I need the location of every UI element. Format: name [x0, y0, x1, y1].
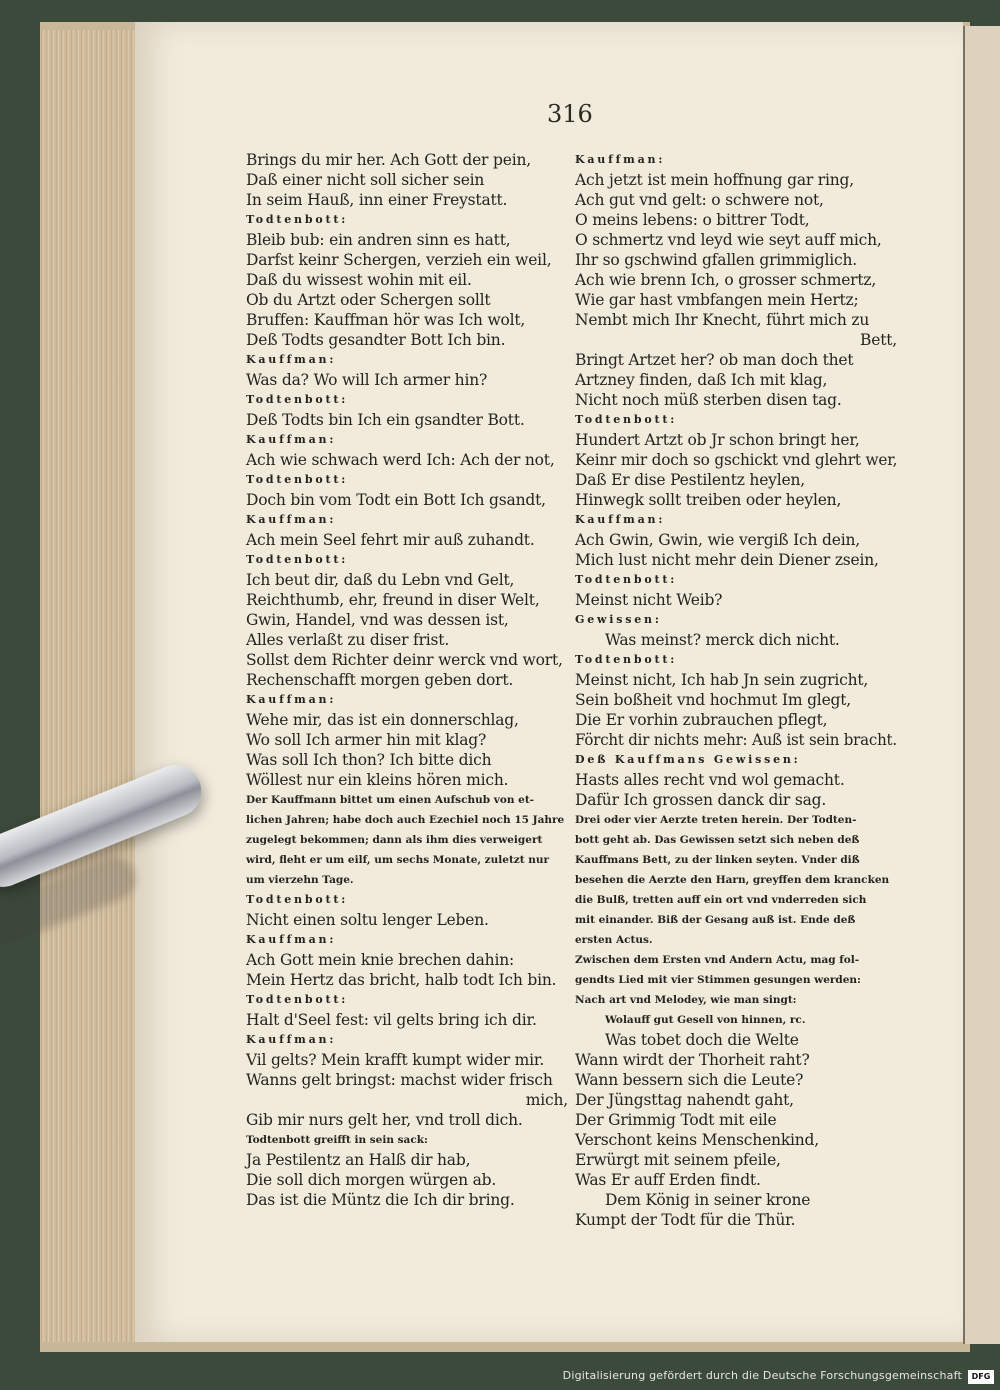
verse-line: Ich beut dir, daß du Lebn vnd Gelt,	[246, 571, 515, 589]
verse-line: Ja Pestilentz an Halß dir hab,	[246, 1151, 471, 1169]
speaker-label: Todtenbott:	[246, 553, 349, 566]
verse-line: Mein Hertz das bricht, halb todt Ich bin.	[246, 971, 557, 989]
verse-line: Bett,	[860, 331, 897, 349]
page-number: 316	[547, 100, 593, 128]
speaker-label: Todtenbott:	[575, 653, 678, 666]
verse-line: Ach wie brenn Ich, o grosser schmertz,	[575, 271, 877, 289]
verse-line: Ihr so gschwind gfallen grimmiglich.	[575, 251, 858, 269]
verse-line: Daß einer nicht soll sicher sein	[246, 171, 485, 189]
verse-line: Was Er auff Erden findt.	[575, 1171, 761, 1189]
stage-direction: lichen Jahren; habe doch auch Ezechiel noch 15 Jahre	[246, 814, 565, 826]
stage-direction: zugelegt bekommen; dann als ihm dies verweigert	[246, 834, 543, 846]
verse-line: Meinst nicht, Ich hab Jn sein zugricht,	[575, 671, 869, 689]
verse-line: Daß du wissest wohin mit eil.	[246, 271, 472, 289]
speaker-label: Kauffman:	[246, 353, 337, 366]
speaker-label: Kauffman:	[246, 933, 337, 946]
verse-line: Was tobet doch die Welte	[605, 1031, 799, 1049]
speaker-label: Todtenbott:	[246, 213, 349, 226]
stage-direction: mit einander. Biß der Gesang auß ist. Ende deß	[575, 914, 856, 926]
verse-line: Darfst keinr Schergen, verzieh ein weil,	[246, 251, 552, 269]
verse-line: Ach mein Seel fehrt mir auß zuhandt.	[246, 531, 535, 549]
verse-line: Das ist die Müntz die Ich dir bring.	[246, 1191, 515, 1209]
verse-line: Alles verlaßt zu diser frist.	[246, 631, 450, 649]
facing-page-edge	[963, 26, 1000, 1344]
stage-direction: Drei oder vier Aerzte treten herein. Der Todten-	[575, 814, 857, 826]
verse-line: Ach Gott mein knie brechen dahin:	[246, 951, 515, 969]
verse-line: Kumpt der Todt für die Thür.	[575, 1211, 796, 1229]
verse-line: Was meinst? merck dich nicht.	[605, 631, 840, 649]
verse-line: Sollst dem Richter deinr werck vnd wort,	[246, 651, 563, 669]
verse-line: Brings du mir her. Ach Gott der pein,	[246, 151, 531, 169]
verse-line: Wie gar hast vmbfangen mein Hertz;	[575, 291, 859, 309]
verse-line: Erwürgt mit seinem pfeile,	[575, 1151, 781, 1169]
stage-direction: Wolauff gut Gesell von hinnen, rc.	[605, 1014, 806, 1026]
verse-line: Meinst nicht Weib?	[575, 591, 723, 609]
verse-line: Wanns gelt bringst: machst wider frisch	[246, 1071, 553, 1089]
verse-line: Ach jetzt ist mein hoffnung gar ring,	[575, 171, 855, 189]
stage-direction: Todtenbott greifft in sein sack:	[246, 1134, 428, 1146]
verse-line: Vil gelts? Mein krafft kumpt wider mir.	[246, 1051, 545, 1069]
left-text-column	[246, 150, 568, 1210]
speaker-label: Todtenbott:	[575, 413, 678, 426]
verse-line: Hinwegk sollt treiben oder heylen,	[575, 491, 842, 509]
speaker-label: Todtenbott:	[246, 993, 349, 1006]
verse-line: O schmertz vnd leyd wie seyt auff mich,	[575, 231, 882, 249]
verse-line: Bringt Artzet her? ob man doch thet	[575, 351, 854, 369]
digitization-credit: Digitalisierung gefördert durch die Deutsche Forschungsgemeinschaft	[562, 1369, 962, 1382]
verse-line: O meins lebens: o bittrer Todt,	[575, 211, 810, 229]
verse-line: Nicht noch müß sterben disen tag.	[575, 391, 842, 409]
speaker-label: Kauffman:	[246, 1033, 337, 1046]
verse-line: In seim Hauß, inn einer Freystatt.	[246, 191, 508, 209]
verse-line: Dem König in seiner krone	[605, 1191, 811, 1209]
stage-direction: Kauffmans Bett, zu der linken seyten. Vnder diß	[575, 854, 860, 866]
verse-line: Nicht einen soltu lenger Leben.	[246, 911, 489, 929]
stage-direction: Zwischen dem Ersten vnd Andern Actu, mag fol-	[575, 954, 860, 966]
speaker-label: Todtenbott:	[246, 393, 349, 406]
speaker-label: Gewissen:	[575, 613, 662, 626]
speaker-label: Kauffman:	[575, 153, 666, 166]
verse-line: Bruffen: Kauffman hör was Ich wolt,	[246, 311, 526, 329]
page-edges	[40, 30, 150, 1342]
speaker-label: Todtenbott:	[246, 473, 349, 486]
stage-direction: besehen die Aerzte den Harn, greyffen dem krancken	[575, 874, 890, 886]
verse-line: Wo soll Ich armer hin mit klag?	[246, 731, 487, 749]
speaker-label: Todtenbott:	[246, 893, 349, 906]
stage-direction: Der Kauffmann bittet um einen Aufschub von et-	[246, 794, 535, 806]
verse-line: Reichthumb, ehr, freund in diser Welt,	[246, 591, 540, 609]
speaker-label: Kauffman:	[246, 513, 337, 526]
verse-line: Ob du Artzt oder Schergen sollt	[246, 291, 491, 309]
verse-line: Deß Todts bin Ich ein gsandter Bott.	[246, 411, 525, 429]
verse-line: Wehe mir, das ist ein donnerschlag,	[246, 711, 519, 729]
stage-direction: bott geht ab. Das Gewissen setzt sich neben deß	[575, 834, 860, 846]
verse-line: Ach wie schwach werd Ich: Ach der not,	[246, 451, 555, 469]
verse-line: Wöllest nur ein kleins hören mich.	[246, 771, 509, 789]
stage-direction: um vierzehn Tage.	[246, 874, 354, 886]
stage-direction: wird, fleht er um eilf, um sechs Monate, zuletzt nur	[246, 854, 550, 866]
right-text-column	[575, 150, 897, 1230]
verse-line: Dafür Ich grossen danck dir sag.	[575, 791, 827, 809]
verse-line: Die soll dich morgen würgen ab.	[246, 1171, 497, 1189]
verse-line: Rechenschafft morgen geben dort.	[246, 671, 514, 689]
verse-line: Doch bin vom Todt ein Bott Ich gsandt,	[246, 491, 546, 509]
verse-line: Gwin, Handel, vnd was dessen ist,	[246, 611, 509, 629]
speaker-label: Kauffman:	[246, 693, 337, 706]
verse-line: Hasts alles recht vnd wol gemacht.	[575, 771, 845, 789]
verse-line: Deß Todts gesandter Bott Ich bin.	[246, 331, 506, 349]
verse-line: Der Jüngsttag nahendt gaht,	[575, 1091, 794, 1109]
verse-line: Verschont keins Menschenkind,	[575, 1131, 820, 1149]
verse-line: mich,	[525, 1091, 568, 1109]
stage-direction: gendts Lied mit vier Stimmen gesungen werden:	[575, 974, 861, 986]
stage-direction: ersten Actus.	[575, 934, 653, 946]
verse-line: Bleib bub: ein andren sinn es hatt,	[246, 231, 511, 249]
verse-line: Sein boßheit vnd hochmut Im glegt,	[575, 691, 852, 709]
verse-line: Ach gut vnd gelt: o schwere not,	[575, 191, 824, 209]
verse-line: Halt d'Seel fest: vil gelts bring ich dir.	[246, 1011, 537, 1029]
speaker-label: Kauffman:	[246, 433, 337, 446]
verse-line: Mich lust nicht mehr dein Diener zsein,	[575, 551, 879, 569]
verse-line: Wann wirdt der Thorheit raht?	[575, 1051, 810, 1069]
speaker-label: Deß Kauffmans Gewissen:	[575, 753, 801, 766]
dfg-logo: DFG	[968, 1370, 994, 1384]
speaker-label: Kauffman:	[575, 513, 666, 526]
stage-direction: Nach art vnd Melodey, wie man singt:	[575, 994, 797, 1006]
stage-direction: die Bulß, tretten auff ein ort vnd vnderreden sich	[575, 894, 867, 906]
verse-line: Der Grimmig Todt mit eile	[575, 1111, 777, 1129]
speaker-label: Todtenbott:	[575, 573, 678, 586]
verse-line: Nembt mich Ihr Knecht, führt mich zu	[575, 311, 870, 329]
verse-line: Gib mir nurs gelt her, vnd troll dich.	[246, 1111, 523, 1129]
verse-line: Daß Er dise Pestilentz heylen,	[575, 471, 805, 489]
verse-line: Was soll Ich thon? Ich bitte dich	[246, 751, 492, 769]
verse-line: Förcht dir nichts mehr: Auß ist sein bracht.	[575, 731, 897, 749]
verse-line: Hundert Artzt ob Jr schon bringt her,	[575, 431, 860, 449]
verse-line: Keinr mir doch so gschickt vnd glehrt wer,	[575, 451, 898, 469]
verse-line: Was da? Wo will Ich armer hin?	[246, 371, 488, 389]
verse-line: Artzney finden, daß Ich mit klag,	[575, 371, 828, 389]
verse-line: Die Er vorhin zubrauchen pflegt,	[575, 711, 828, 729]
verse-line: Ach Gwin, Gwin, wie vergiß Ich dein,	[575, 531, 860, 549]
verse-line: Wann bessern sich die Leute?	[575, 1071, 804, 1089]
